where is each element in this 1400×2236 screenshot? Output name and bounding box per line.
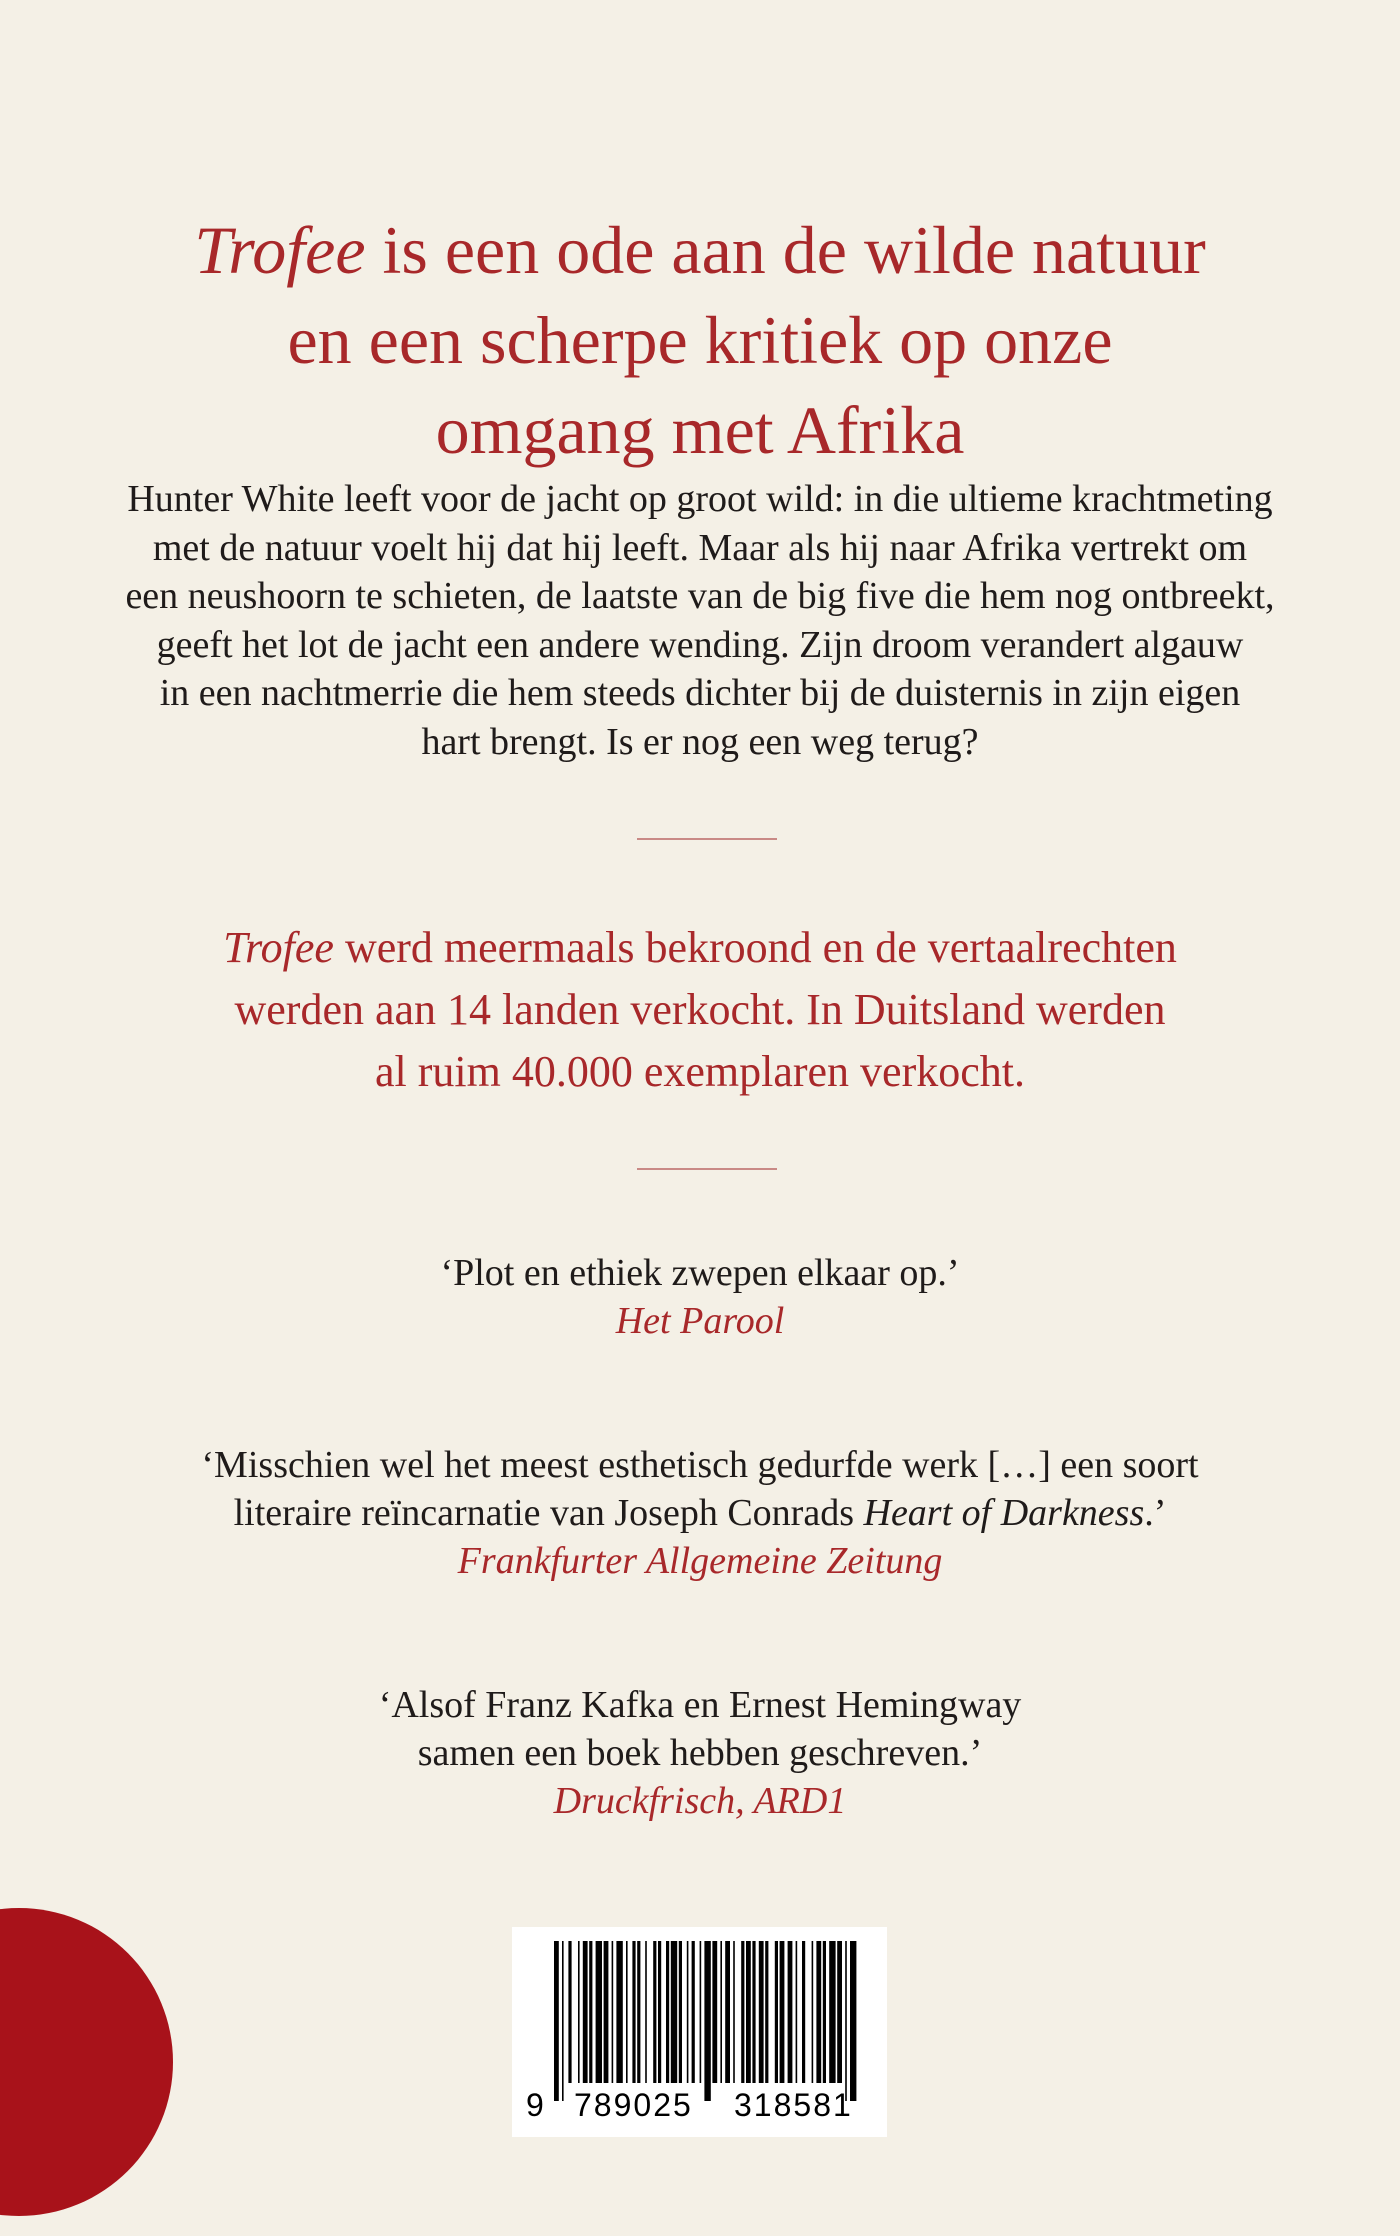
headline-line-2: en een scherpe kritiek op onze (287, 302, 1113, 378)
award-title: Trofee (223, 923, 334, 972)
barcode-bar (578, 1941, 580, 2083)
divider (637, 838, 777, 840)
barcode-bar (752, 1941, 755, 2083)
barcode-bar (653, 1941, 656, 2083)
barcode-prefix: 9 (526, 2087, 544, 2123)
barcode-bar (823, 1941, 826, 2083)
blurb-line: een neushoorn te schieten, de laatste van de big five die hem nog ontbreekt, (125, 575, 1275, 617)
headline (0, 205, 1400, 475)
barcode-bar (704, 1941, 710, 2101)
barcode-bar (679, 1941, 682, 2083)
barcode-bar (759, 1941, 764, 2083)
quote-text: literaire reïncarnatie van Joseph Conrads Heart of Darkness.’ (233, 1492, 1167, 1534)
barcode-bar (802, 1941, 805, 2083)
review-quote (0, 1441, 1400, 1585)
barcode-bar (632, 1941, 635, 2083)
barcode-bar (612, 1941, 614, 2083)
blurb-line: met de natuur voelt hij dat hij leeft. Maar als hij naar Afrika vertrekt om (152, 526, 1248, 569)
barcode-bar (666, 1941, 669, 2083)
award-text (0, 917, 1400, 1103)
barcode-bar (589, 1941, 592, 2083)
barcode-bar (616, 1941, 622, 2083)
barcode-bar (637, 1941, 640, 2083)
quote-source: Druckfrisch, ARD1 (553, 1780, 847, 1822)
barcode-bar (796, 1941, 798, 2083)
award-line-2: werden aan 14 landen verkocht. In Duitsland werden (234, 985, 1166, 1034)
quote-source: Het Parool (615, 1300, 785, 1342)
barcode-bar (604, 1941, 609, 2083)
blurb-line: Hunter White leeft voor de jacht op groot wild: in die ultieme krachtmeting (127, 478, 1273, 520)
book-title: Heart of Darkness (863, 1492, 1145, 1534)
barcode-bar (775, 1941, 778, 2083)
barcode-bar (671, 1941, 677, 2083)
barcode-bar (554, 1941, 559, 2101)
quote-text: ‘Plot en ethiek zwepen elkaar op.’ (440, 1252, 960, 1294)
barcode-bar (568, 1941, 571, 2083)
blurb-line: hart brengt. Is er nog een weg terug? (421, 720, 979, 763)
barcode-bar (829, 1941, 835, 2083)
quote-text: ‘Alsof Franz Kafka en Ernest Hemingway (378, 1684, 1022, 1726)
barcode-bar (583, 1941, 588, 2083)
barcode-bar (720, 1941, 722, 2083)
barcode-bar (626, 1941, 628, 2083)
blurb-line: geeft het lot de jacht een andere wending. Zijn droom verandert algauw (156, 623, 1244, 666)
barcode-bar (692, 1941, 695, 2083)
blurb-line: in een nachtmerrie die hem steeds dichter bij de duisternis in zijn eigen (159, 672, 1241, 714)
barcode-bar (746, 1941, 751, 2083)
barcode-bar (712, 1941, 717, 2083)
barcode-bar (700, 1941, 702, 2083)
review-quote (0, 1249, 1400, 1345)
barcode-bar (837, 1941, 842, 2083)
quote-source: Frankfurter Allgemeine Zeitung (457, 1540, 943, 1582)
award-line-3: al ruim 40.000 exemplaren verkocht. (374, 1047, 1025, 1096)
isbn-barcode (512, 1927, 887, 2137)
review-quote (0, 1681, 1400, 1825)
barcode-bar (725, 1941, 730, 2083)
barcode-bar (812, 1941, 814, 2083)
barcode-bar (596, 1941, 602, 2083)
barcode-right-digits: 318581 (734, 2087, 853, 2123)
barcode-bar (816, 1941, 821, 2083)
red-circle-decoration (0, 1908, 173, 2216)
award-line-1: Trofee werd meermaals bekroond en de vertaalrechten (223, 923, 1177, 972)
headline-line-1: Trofee is een ode aan de wilde natuur (194, 212, 1206, 288)
barcode-bar (850, 1941, 856, 2101)
headline-line-3: omgang met Afrika (435, 392, 965, 468)
barcode-bar (765, 1941, 768, 2083)
barcode-bar (658, 1941, 661, 2083)
barcode-left-digits: 789025 (574, 2087, 693, 2123)
barcode-bar (645, 1941, 647, 2083)
blurb (0, 475, 1400, 766)
barcode-bar (687, 1941, 689, 2083)
divider (637, 1168, 777, 1170)
quote-text: ‘Misschien wel het meest esthetisch gedurfde werk […] een soort (201, 1444, 1199, 1486)
barcode-bar (788, 1941, 793, 2083)
barcode-bar (741, 1941, 744, 2083)
barcode-bar (845, 1941, 847, 2101)
barcode-bar (562, 1941, 564, 2101)
quote-text: samen een boek hebben geschreven.’ (417, 1732, 983, 1774)
barcode-bar (733, 1941, 735, 2083)
headline-title: Trofee (194, 212, 366, 288)
barcode-bar (780, 1941, 785, 2083)
